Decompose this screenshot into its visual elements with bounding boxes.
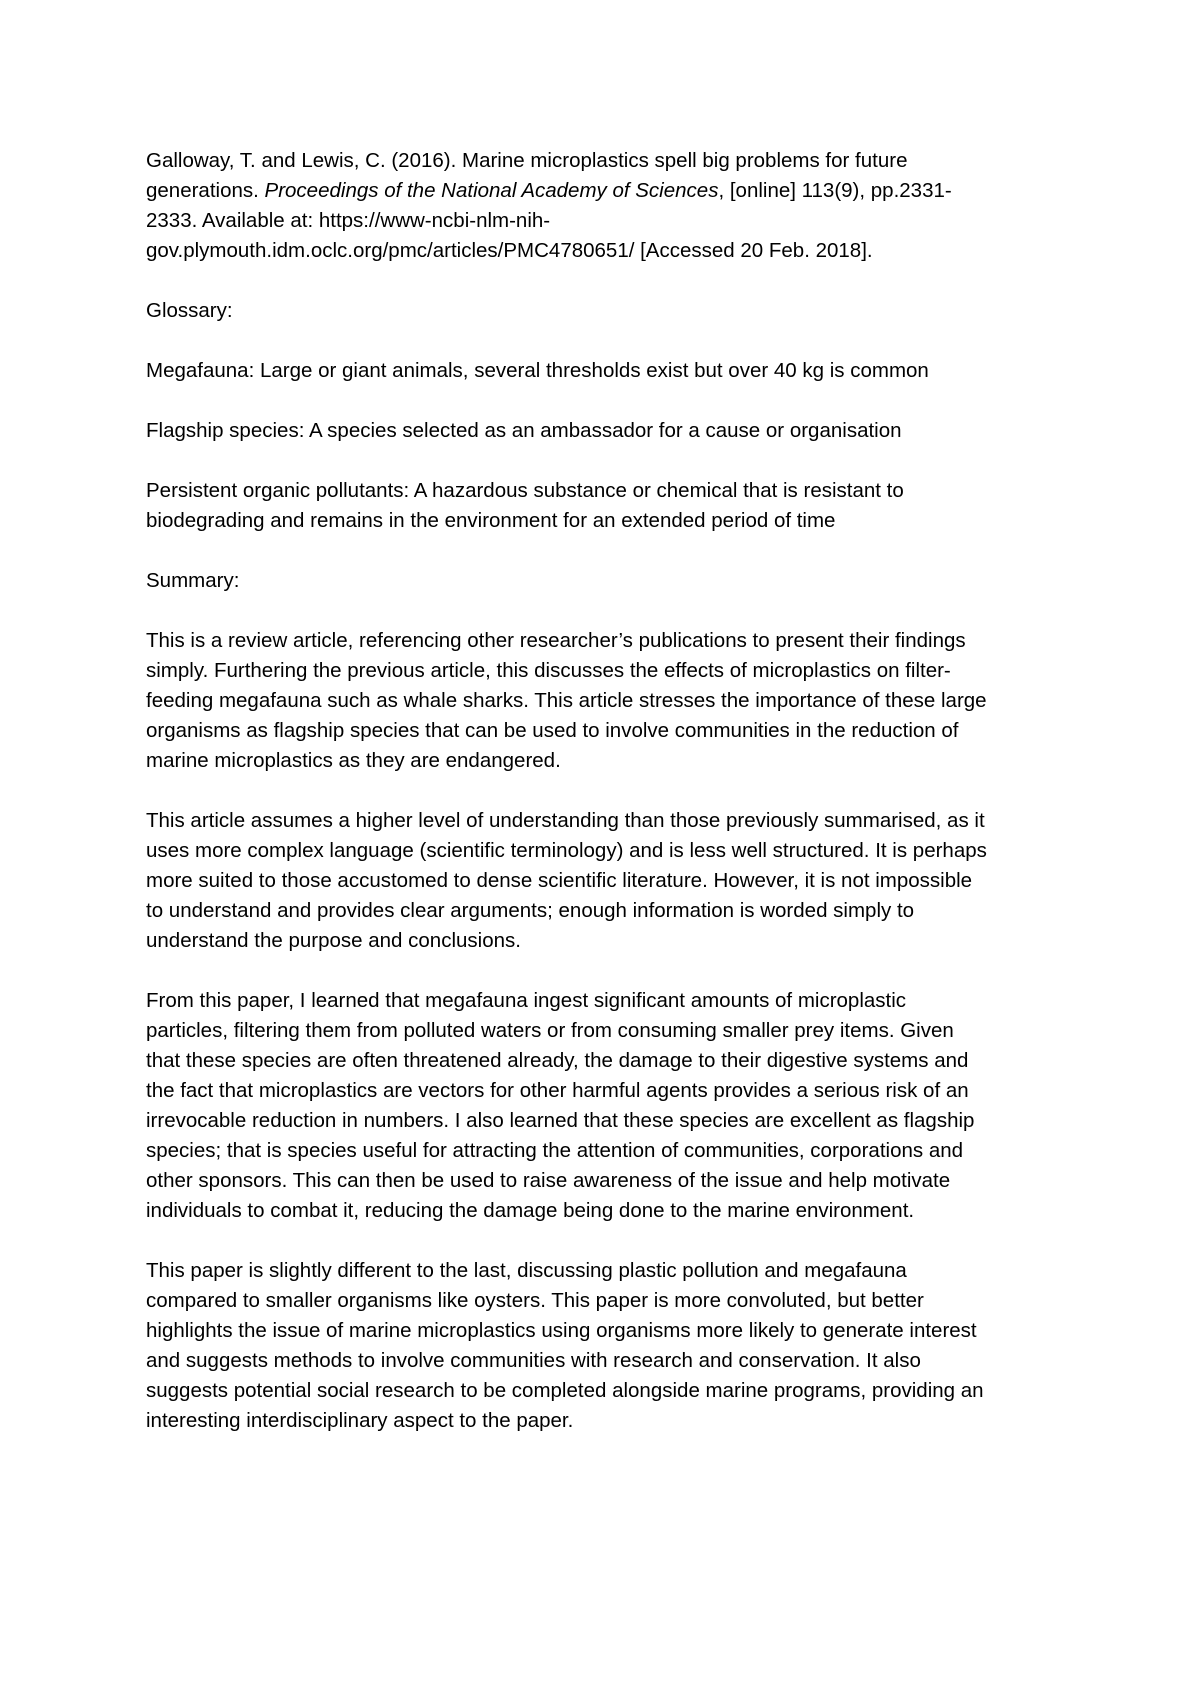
paragraph-line: suggests potential social research to be completed alongside marine programs, providing an bbox=[146, 1379, 984, 1402]
paragraph-line: individuals to combat it, reducing the damage being done to the marine environment. bbox=[146, 1199, 915, 1222]
paragraph-line: marine microplastics as they are endangered. bbox=[146, 749, 561, 772]
glossary-entry-flagship bbox=[146, 416, 1076, 446]
paragraph-line: This is a review article, referencing other researcher’s publications to present their findings bbox=[146, 629, 966, 652]
glossary-entry-pollutants bbox=[146, 476, 1076, 536]
document-body bbox=[146, 146, 1076, 1436]
paragraph-line: more suited to those accustomed to dense scientific literature. However, it is not impossible bbox=[146, 869, 973, 892]
paragraph-line: feeding megafauna such as whale sharks. This article stresses the importance of these large bbox=[146, 689, 987, 712]
paragraph-line: organisms as flagship species that can be used to involve communities in the reduction of bbox=[146, 719, 959, 742]
summary-heading bbox=[146, 566, 1076, 596]
reference-line bbox=[146, 176, 1076, 206]
glossary-entry-text: Megafauna: Large or giant animals, several thresholds exist but over 40 kg is common bbox=[146, 359, 929, 382]
paragraph-line: the fact that microplastics are vectors for other harmful agents provides a serious risk of an bbox=[146, 1079, 969, 1102]
paragraph-line: species; that is species useful for attracting the attention of communities, corporations and bbox=[146, 1139, 964, 1162]
paragraph-line: irrevocable reduction in numbers. I also learned that these species are excellent as flagship bbox=[146, 1109, 975, 1132]
glossary-entry-text: Persistent organic pollutants: A hazardous substance or chemical that is resistant to bbox=[146, 479, 904, 502]
paragraph-line: This article assumes a higher level of understanding than those previously summarised, as it bbox=[146, 809, 985, 832]
summary-paragraph-2 bbox=[146, 806, 1076, 956]
paragraph-line: to understand and provides clear arguments; enough information is worded simply to bbox=[146, 899, 915, 922]
reference-text: generations. bbox=[146, 179, 265, 202]
paragraph-line: interesting interdisciplinary aspect to the paper. bbox=[146, 1409, 574, 1432]
paragraph-line: particles, filtering them from polluted waters or from consuming smaller prey items. Given bbox=[146, 1019, 954, 1042]
reference-citation bbox=[146, 146, 1076, 266]
reference-text: , [online] 113(9), pp.2331- bbox=[718, 179, 952, 202]
glossary-heading bbox=[146, 296, 1076, 326]
paragraph-line: other sponsors. This can then be used to raise awareness of the issue and help motivate bbox=[146, 1169, 951, 1192]
glossary-heading-text: Glossary: bbox=[146, 299, 233, 322]
paragraph-line: uses more complex language (scientific terminology) and is less well structured. It is perhaps bbox=[146, 839, 987, 862]
summary-paragraph-1 bbox=[146, 626, 1076, 776]
reference-line: 2333. Available at: https://www-ncbi-nlm-nih- bbox=[146, 209, 551, 232]
paragraph-line: From this paper, I learned that megafauna ingest significant amounts of microplastic bbox=[146, 989, 907, 1012]
paragraph-line: This paper is slightly different to the last, discussing plastic pollution and megafauna bbox=[146, 1259, 907, 1282]
paragraph-line: highlights the issue of marine microplastics using organisms more likely to generate interest bbox=[146, 1319, 977, 1342]
summary-paragraph-3 bbox=[146, 986, 1076, 1226]
reference-line: Galloway, T. and Lewis, C. (2016). Marine microplastics spell big problems for future bbox=[146, 149, 908, 172]
paragraph-line: compared to smaller organisms like oysters. This paper is more convoluted, but better bbox=[146, 1289, 924, 1312]
glossary-entry-text: Flagship species: A species selected as an ambassador for a cause or organisation bbox=[146, 419, 902, 442]
paragraph-line: and suggests methods to involve communities with research and conservation. It also bbox=[146, 1349, 921, 1372]
summary-paragraph-4 bbox=[146, 1256, 1076, 1436]
journal-title: Proceedings of the National Academy of Sciences bbox=[264, 179, 719, 202]
paragraph-line: that these species are often threatened already, the damage to their digestive systems and bbox=[146, 1049, 969, 1072]
glossary-entry-megafauna bbox=[146, 356, 1076, 386]
paragraph-line: simply. Furthering the previous article, this discusses the effects of microplastics on filter- bbox=[146, 659, 951, 682]
summary-heading-text: Summary: bbox=[146, 569, 240, 592]
reference-line: gov.plymouth.idm.oclc.org/pmc/articles/PMC4780651/ [Accessed 20 Feb. 2018]. bbox=[146, 239, 873, 262]
paragraph-line: understand the purpose and conclusions. bbox=[146, 929, 521, 952]
glossary-entry-text: biodegrading and remains in the environment for an extended period of time bbox=[146, 509, 836, 532]
